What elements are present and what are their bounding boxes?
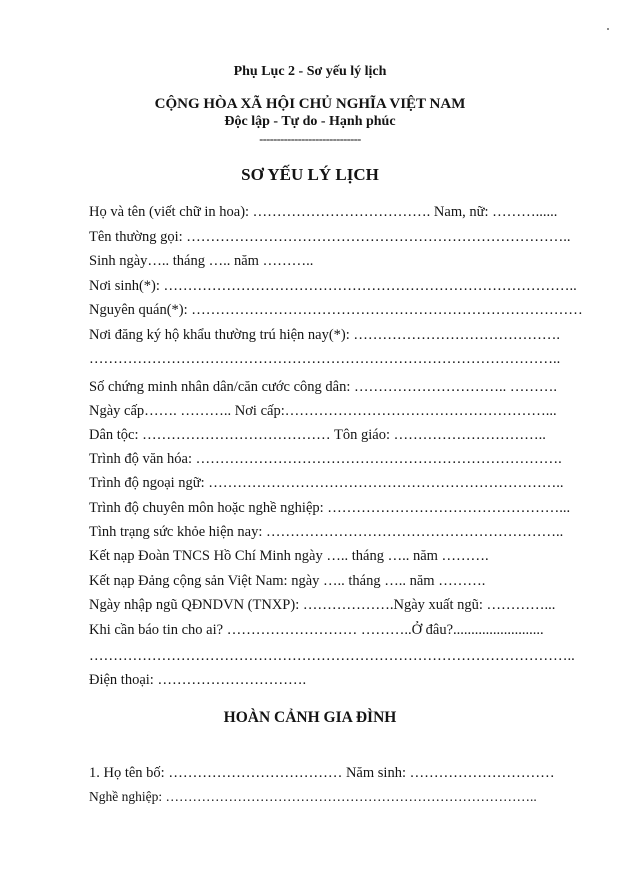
scan-speck: [607, 28, 609, 30]
field-phone[interactable]: Điện thoại: ………………………….: [89, 672, 307, 688]
appendix-label: Phụ Lục 2 - Sơ yếu lý lịch: [233, 64, 387, 79]
field-ethnicity-religion[interactable]: Dân tộc: ………………………………… Tôn giáo: …………………………..: [89, 427, 546, 443]
document-title: SƠ YẾU LÝ LỊCH: [241, 165, 379, 184]
field-emergency-contact-continued[interactable]: ………………………………………………………………………………………..: [89, 648, 575, 664]
field-nickname[interactable]: Tên thường gọi: ……………………………………………………………………..: [89, 229, 571, 245]
field-hometown[interactable]: Nguyên quán(*): ………………………………………………………………………: [89, 302, 583, 318]
field-permanent-residence-continued[interactable]: ……………………………………………………………………………………..: [89, 351, 561, 367]
field-professional-qualification[interactable]: Trình độ chuyên môn hoặc nghề nghiệp: …………………………………………...: [89, 500, 571, 516]
family-section-heading: HOÀN CẢNH GIA ĐÌNH: [223, 709, 397, 726]
national-motto: Độc lập - Tự do - Hạnh phúc: [224, 114, 396, 129]
field-foreign-language[interactable]: Trình độ ngoại ngữ: ………………………………………………………………..: [89, 475, 564, 491]
field-emergency-contact[interactable]: Khi cần báo tin cho ai? ……………………… ………..Ở đâu?.........................: [89, 622, 544, 638]
field-full-name[interactable]: Họ và tên (viết chữ in hoa): ………………………………. Nam, nữ: ………......: [89, 204, 558, 220]
field-military-service[interactable]: Ngày nhập ngũ QĐNDVN (TNXP): ……………….Ngày xuất ngũ: …………...: [89, 597, 556, 613]
field-place-of-birth[interactable]: Nơi sinh(*): …………………………………………………………………………..: [89, 278, 577, 294]
field-party-admission-date[interactable]: Kết nạp Đảng cộng sản Việt Nam: ngày ….. tháng ….. năm ……….: [89, 573, 486, 589]
field-date-of-birth[interactable]: Sinh ngày….. tháng ….. năm ………..: [89, 253, 314, 269]
motto-divider: -----------------------------: [259, 132, 361, 146]
field-father-occupation[interactable]: Nghề nghiệp: ………………………………………………………………………..: [89, 789, 537, 804]
national-title: CỘNG HÒA XÃ HỘI CHỦ NGHĨA VIỆT NAM: [154, 96, 466, 112]
field-permanent-residence[interactable]: Nơi đăng ký hộ khẩu thường trú hiện nay(*): …………………………………….: [89, 327, 561, 343]
field-id-number[interactable]: Số chứng minh nhân dân/căn cước công dân: ………………………….. ……….: [89, 379, 557, 395]
field-youth-union-date[interactable]: Kết nạp Đoàn TNCS Hồ Chí Minh ngày ….. tháng ….. năm ……….: [89, 548, 489, 564]
field-father-name[interactable]: 1. Họ tên bố: ……………………………… Năm sinh: …………………………: [89, 765, 555, 781]
field-health-status[interactable]: Tình trạng sức khỏe hiện nay: ……………………………………………………..: [89, 524, 564, 540]
field-education-level[interactable]: Trình độ văn hóa: ………………………………………………………………….: [89, 451, 562, 467]
field-id-issue-date-place[interactable]: Ngày cấp……. ……….. Nơi cấp:………………………………………………...: [89, 403, 557, 419]
